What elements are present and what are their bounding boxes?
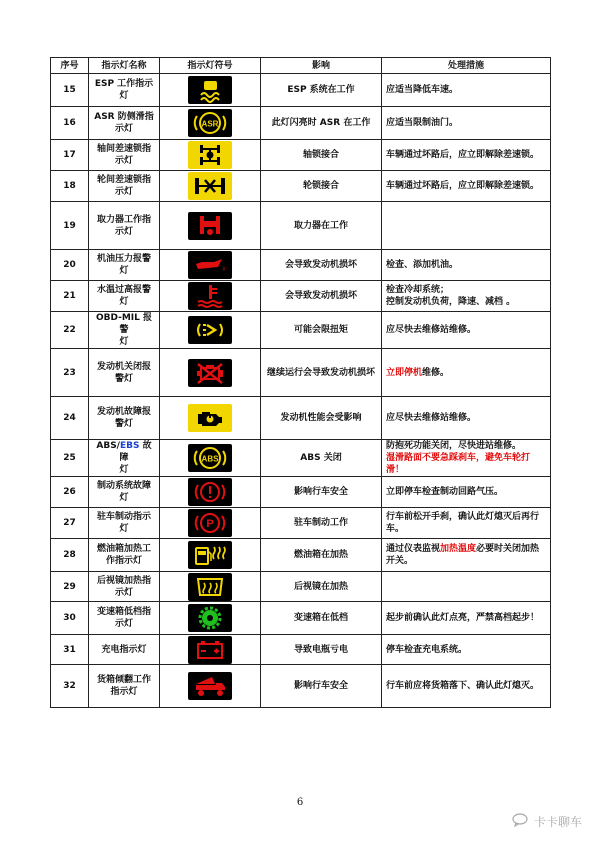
light-action-part: 开关。 [386, 556, 414, 566]
table-row [51, 74, 551, 107]
light-action [382, 281, 551, 312]
light-name [89, 477, 160, 508]
header-action: 处理措施 [382, 58, 551, 74]
check-engine-icon [188, 404, 232, 432]
svg-text:ASR: ASR [201, 119, 219, 129]
light-name-part: EBS [119, 441, 140, 451]
light-name-line: 示灯 [114, 226, 133, 237]
light-action [382, 635, 551, 665]
row-number: 24 [51, 397, 89, 440]
light-action-part: 车。 [386, 524, 405, 534]
light-name-line: 轮间差速锁指 [96, 175, 151, 185]
light-name [89, 107, 160, 140]
light-name-line: ESP 工作指示 [94, 79, 154, 89]
light-name-line: 发动机关闭报 [96, 361, 151, 372]
light-name-line: 灯 [119, 91, 129, 101]
light-symbol-cell [160, 440, 261, 477]
light-name [89, 171, 160, 202]
obd-mil-icon [188, 316, 232, 344]
light-name-line: 灯 [119, 266, 129, 276]
light-action-part: 控制发动机负荷，降速、减档 。 [386, 297, 516, 307]
light-name-line: 警灯 [114, 419, 133, 429]
light-name-part: 故障 [119, 441, 152, 463]
light-effect: ABS 关闭 [261, 440, 382, 477]
light-symbol-cell [160, 397, 261, 440]
light-name-line: 后视镜加热指 [96, 575, 151, 586]
table-row [51, 508, 551, 539]
mirror-heater-icon [188, 573, 232, 601]
light-symbol-cell [160, 539, 261, 572]
wheel-diff-lock-icon [188, 172, 232, 200]
table-row [51, 665, 551, 708]
chat-bubble-icon [512, 813, 530, 830]
light-name [89, 312, 160, 349]
light-name-line: 示灯 [114, 156, 133, 166]
light-action-part: 车辆通过坏路后，应立即解除差速锁。 [386, 150, 540, 160]
light-symbol-cell [160, 312, 261, 349]
row-number: 19 [51, 202, 89, 250]
light-name-line: 驻车制动指示 [96, 512, 151, 522]
light-name-part: ABS/ [96, 441, 120, 451]
header-row [51, 58, 551, 74]
light-action-part: 起步前确认此灯点亮，严禁高档起步！ [386, 613, 540, 623]
abs-icon [188, 444, 232, 472]
light-name-line: 灯 [119, 337, 129, 347]
light-symbol-cell [160, 171, 261, 202]
light-name-line: 灯 [119, 493, 129, 503]
light-effect: 轮锁接合 [261, 171, 382, 202]
row-number: 16 [51, 107, 89, 140]
axle-diff-lock-icon [188, 141, 232, 169]
light-action-part: 湿滑路面不要急踩刹车，避免车轮打滑！ [386, 453, 531, 475]
table-row [51, 250, 551, 281]
light-symbol-cell [160, 250, 261, 281]
warning-light-table [50, 57, 551, 708]
page-number: 6 [296, 797, 304, 808]
table-row [51, 602, 551, 635]
light-name-line: 燃油箱加热工 [96, 544, 151, 554]
table-row [51, 572, 551, 602]
light-action-part: 维修。 [422, 367, 450, 378]
coolant-temp-icon [188, 282, 232, 310]
light-effect: 燃油箱在加热 [261, 539, 382, 572]
light-effect: ESP 系统在工作 [261, 74, 382, 107]
row-number: 32 [51, 665, 89, 708]
light-name [89, 539, 160, 572]
row-number: 29 [51, 572, 89, 602]
row-number: 31 [51, 635, 89, 665]
light-effect: 轴锁接合 [261, 140, 382, 171]
light-name [89, 397, 160, 440]
table-row [51, 349, 551, 397]
battery-charge-icon [188, 636, 232, 664]
header-icon: 指示灯符号 [160, 58, 261, 74]
light-action-part: 通过仪表监视 [386, 544, 441, 554]
light-effect: 影响行车安全 [261, 477, 382, 508]
light-name-line: 轴间差速锁指 [96, 144, 151, 154]
light-name-line: 机油压力报警 [96, 254, 151, 264]
light-name-line: 灯 [119, 297, 129, 307]
row-number: 17 [51, 140, 89, 171]
watermark-text: 卡卡聊车 [533, 815, 582, 829]
light-action [382, 572, 551, 602]
watermark [512, 813, 582, 830]
engine-stop-icon [188, 359, 232, 387]
light-effect: 会导致发动机损坏 [261, 281, 382, 312]
light-effect: 取力器在工作 [261, 202, 382, 250]
light-name [89, 665, 160, 708]
light-action [382, 107, 551, 140]
light-name-line: OBD-MIL 报警 [95, 313, 153, 335]
light-action [382, 202, 551, 250]
light-name-line: 变速箱低档指 [96, 607, 151, 617]
light-name-line: 警灯 [114, 373, 133, 384]
row-number: 18 [51, 171, 89, 202]
row-number: 23 [51, 349, 89, 397]
light-action-part: 应适当限制油门。 [386, 118, 459, 128]
light-effect: 可能会限扭矩 [261, 312, 382, 349]
light-name-line: 示灯 [114, 619, 133, 629]
light-action [382, 312, 551, 349]
light-name [89, 281, 160, 312]
light-action-part: 应尽快去维修站维修。 [386, 325, 477, 335]
row-number: 28 [51, 539, 89, 572]
table-row [51, 171, 551, 202]
light-action-part: 应适当降低车速。 [386, 85, 459, 95]
light-action-part: 行车前松开手刹，确认此灯熄灭后再行 [386, 512, 540, 522]
gearbox-low-icon [188, 604, 232, 632]
light-effect: 后视镜在加热 [261, 572, 382, 602]
light-name-line: 充电指示灯 [101, 644, 147, 655]
light-action [382, 477, 551, 508]
pto-icon [188, 212, 232, 240]
light-symbol-cell [160, 508, 261, 539]
light-name [89, 572, 160, 602]
svg-text:ABS: ABS [201, 454, 219, 464]
light-name-line: 示灯 [114, 187, 133, 197]
light-action-part: 必要时关闭加热 [476, 544, 540, 554]
dump-truck-icon [188, 672, 232, 700]
light-action-part: 防抱死功能关闭，尽快进站维修。 [386, 441, 522, 451]
light-action [382, 74, 551, 107]
light-symbol-cell [160, 74, 261, 107]
light-symbol-cell [160, 665, 261, 708]
light-name-line: 发动机故障报 [96, 407, 151, 417]
table-row [51, 140, 551, 171]
table-row [51, 635, 551, 665]
row-number: 15 [51, 74, 89, 107]
light-effect: 继续运行会导致发动机损坏 [261, 349, 382, 397]
light-action-part: 加热温度 [440, 544, 477, 554]
table-row [51, 539, 551, 572]
light-action-part: 停车检查充电系统。 [386, 644, 468, 655]
header-name: 指示灯名称 [89, 58, 160, 74]
light-action-part: 行车前应将货箱落下、确认此灯熄灭。 [386, 681, 540, 691]
light-effect: 此灯闪亮时 ASR 在工作 [261, 107, 382, 140]
light-effect: 影响行车安全 [261, 665, 382, 708]
light-name-line: 示灯 [114, 124, 133, 134]
light-name-line: 取力器工作指 [96, 214, 151, 225]
light-name-line: 货箱倾翻工作 [96, 675, 151, 685]
light-name [89, 602, 160, 635]
light-name-line: 制动系统故障 [96, 481, 151, 491]
light-name [89, 349, 160, 397]
light-action-part: 应尽快去维修站维修。 [386, 413, 477, 423]
light-name [89, 74, 160, 107]
table-row [51, 397, 551, 440]
light-action [382, 539, 551, 572]
light-symbol-cell [160, 477, 261, 508]
light-name [89, 635, 160, 665]
light-name [89, 440, 160, 477]
table-row [51, 440, 551, 477]
light-effect: 变速箱在低档 [261, 602, 382, 635]
light-action [382, 250, 551, 281]
light-symbol-cell [160, 602, 261, 635]
light-symbol-cell [160, 140, 261, 171]
light-action-part: 车辆通过坏路后，应立即解除差速锁。 [386, 181, 540, 191]
light-name-line: ASR 防侧滑指 [94, 112, 154, 122]
row-number: 25 [51, 440, 89, 477]
row-number: 26 [51, 477, 89, 508]
light-name-line: 灯 [119, 524, 129, 534]
light-action [382, 602, 551, 635]
light-name [89, 508, 160, 539]
row-number: 30 [51, 602, 89, 635]
table-row [51, 281, 551, 312]
light-action-part: 检查、添加机油。 [386, 260, 459, 270]
table-row [51, 107, 551, 140]
light-action [382, 665, 551, 708]
light-action-part: 立即停车检查制动回路气压。 [386, 487, 504, 497]
header-effect: 影响 [261, 58, 382, 74]
row-number: 20 [51, 250, 89, 281]
light-symbol-cell [160, 202, 261, 250]
light-symbol-cell [160, 107, 261, 140]
table-row [51, 202, 551, 250]
light-name-part: 灯 [119, 465, 129, 475]
light-action-part: 立即停机 [386, 367, 423, 378]
row-number: 21 [51, 281, 89, 312]
light-name [89, 140, 160, 171]
table-row [51, 477, 551, 508]
light-name [89, 250, 160, 281]
light-action [382, 349, 551, 397]
light-name-line: 作指示灯 [105, 556, 142, 566]
row-number: 22 [51, 312, 89, 349]
light-effect: 驻车制动工作 [261, 508, 382, 539]
light-action [382, 508, 551, 539]
light-effect: 会导致发动机损坏 [261, 250, 382, 281]
light-action [382, 440, 551, 477]
table-row [51, 312, 551, 349]
esp-icon [188, 76, 232, 104]
light-effect: 发动机性能会受影响 [261, 397, 382, 440]
light-symbol-cell [160, 572, 261, 602]
light-name-line: 指示灯 [110, 687, 138, 697]
light-symbol-cell [160, 281, 261, 312]
light-name [89, 202, 160, 250]
light-name-line: 示灯 [114, 587, 133, 598]
asr-icon [188, 109, 232, 137]
parking-brake-icon [188, 509, 232, 537]
row-number: 27 [51, 508, 89, 539]
light-symbol-cell [160, 635, 261, 665]
svg-text:P: P [206, 518, 214, 530]
light-action [382, 140, 551, 171]
light-name-line: 水温过高报警 [96, 285, 151, 295]
light-symbol-cell [160, 349, 261, 397]
oil-pressure-icon [188, 251, 232, 279]
light-action-part: 检查冷却系统； [386, 285, 450, 295]
light-action [382, 171, 551, 202]
fuel-heater-icon [188, 541, 232, 569]
light-effect: 导致电瓶亏电 [261, 635, 382, 665]
header-no: 序号 [51, 58, 89, 74]
brake-fault-icon [188, 478, 232, 506]
light-action [382, 397, 551, 440]
